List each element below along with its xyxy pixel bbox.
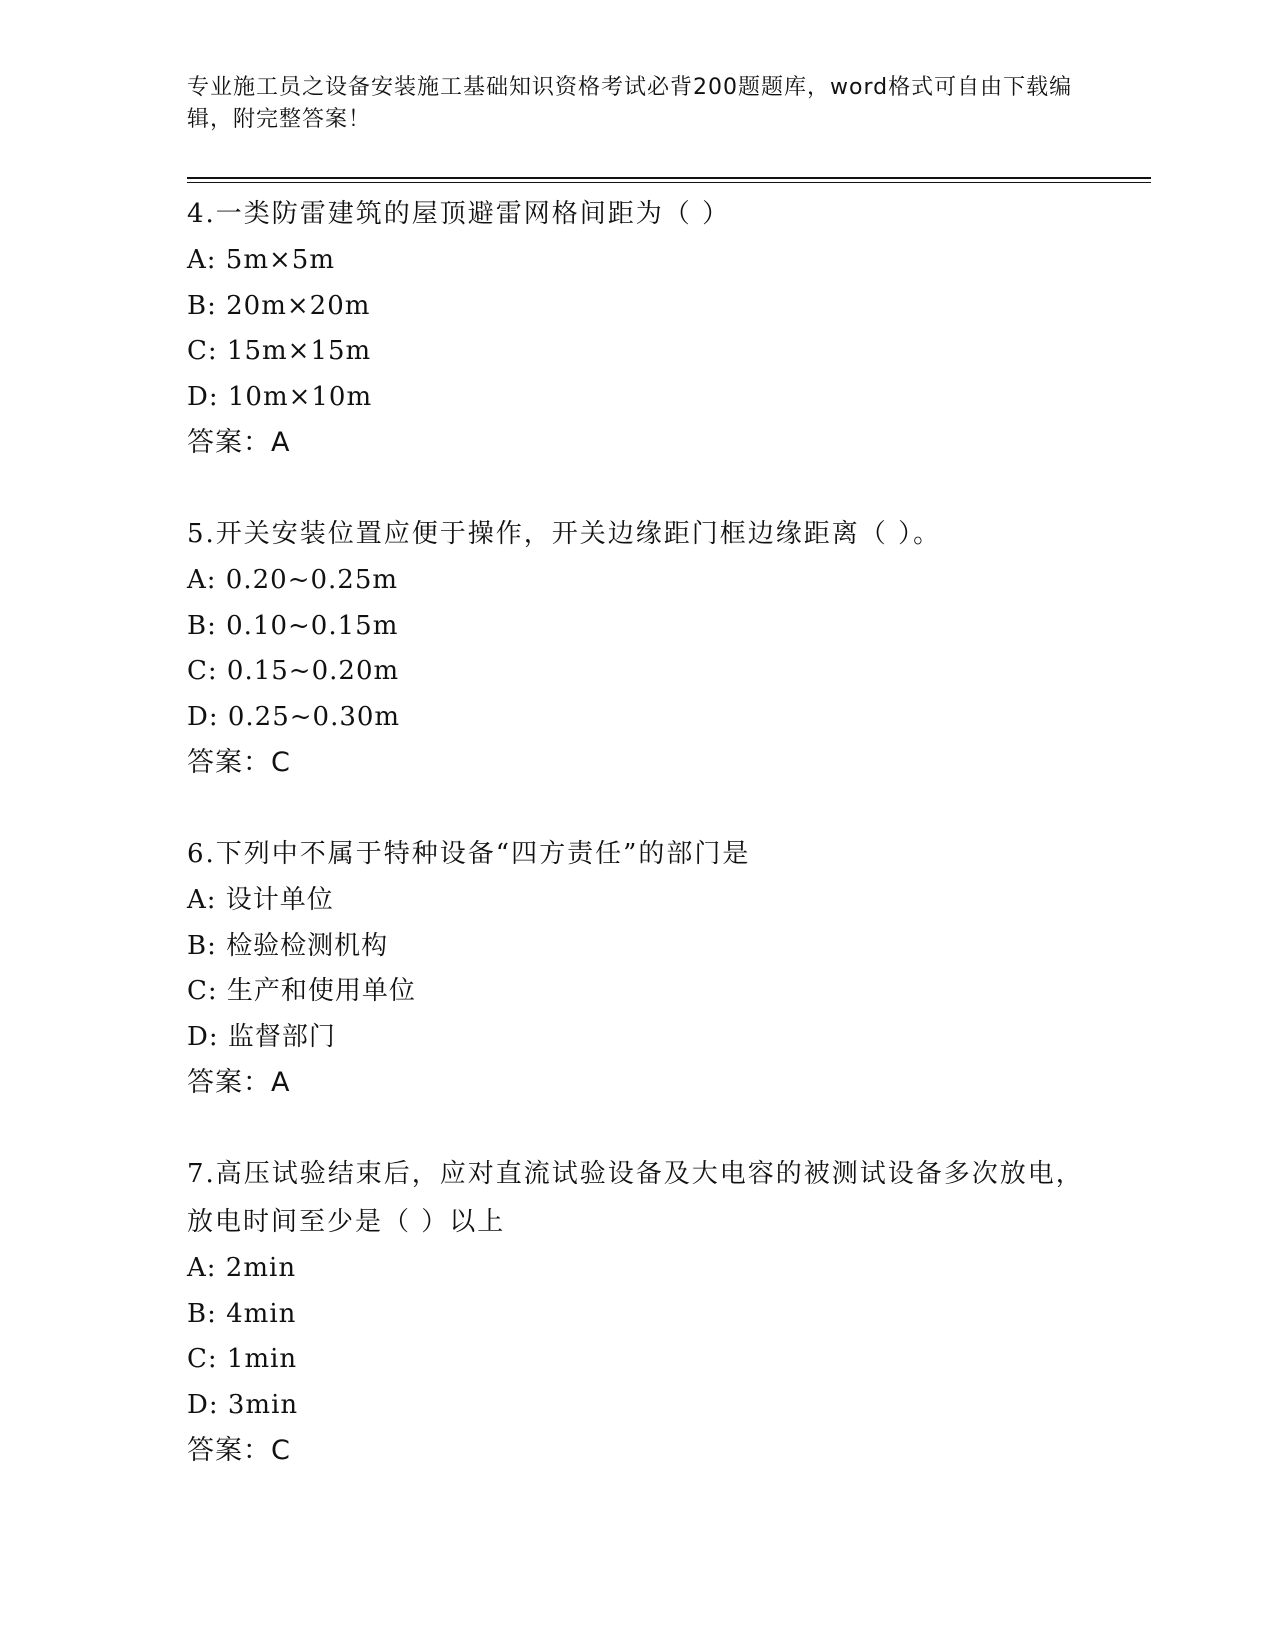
- question-7: [187, 1150, 1087, 1474]
- option-c: C: 1min: [187, 1344, 298, 1374]
- option-b: B: 0.10~0.15m: [187, 610, 399, 641]
- answer-line: 答案：C: [187, 747, 291, 778]
- option-c: C: 生产和使用单位: [187, 976, 416, 1006]
- option-b: B: 4min: [187, 1298, 297, 1329]
- answer-line: 答案：C: [187, 1435, 291, 1466]
- option-a: A: 5m×5m: [187, 245, 335, 275]
- option-a: A: 0.20~0.25m: [187, 565, 399, 595]
- option-d: D: 10m×10m: [187, 381, 373, 412]
- answer-line: 答案：A: [187, 427, 291, 458]
- header-rule-thin: [187, 182, 1151, 183]
- question-4: [187, 190, 1087, 466]
- document-header: 专业施工员之设备安装施工基础知识资格考试必背200题题库，word格式可自由下载编辑，附完整答案！: [187, 75, 1073, 132]
- option-c: C: 0.15~0.20m: [187, 656, 400, 686]
- question-stem: 5.开关安装位置应便于操作，开关边缘距门框边缘距离（ ）。: [187, 519, 942, 549]
- option-a: A: 设计单位: [187, 885, 334, 915]
- option-d: D: 3min: [187, 1389, 299, 1420]
- question-6: [187, 830, 1087, 1106]
- question-stem: 6.下列中不属于特种设备“四方责任”的部门是: [187, 839, 751, 869]
- option-d: D: 0.25~0.30m: [187, 701, 401, 732]
- option-d: D: 监督部门: [187, 1021, 336, 1052]
- option-b: B: 检验检测机构: [187, 930, 389, 961]
- option-c: C: 15m×15m: [187, 336, 372, 366]
- header-rule-thick: [187, 177, 1151, 179]
- question-stem: 7.高压试验结束后，应对直流试验设备及大电容的被测试设备多次放电，放电时间至少是（ ）以上: [187, 1159, 1084, 1237]
- question-stem: 4.一类防雷建筑的屋顶避雷网格间距为（ ）: [187, 199, 731, 229]
- option-b: B: 20m×20m: [187, 290, 371, 321]
- answer-line: 答案：A: [187, 1067, 291, 1098]
- option-a: A: 2min: [187, 1253, 297, 1283]
- question-list: [187, 190, 1087, 1518]
- question-5: [187, 510, 1087, 786]
